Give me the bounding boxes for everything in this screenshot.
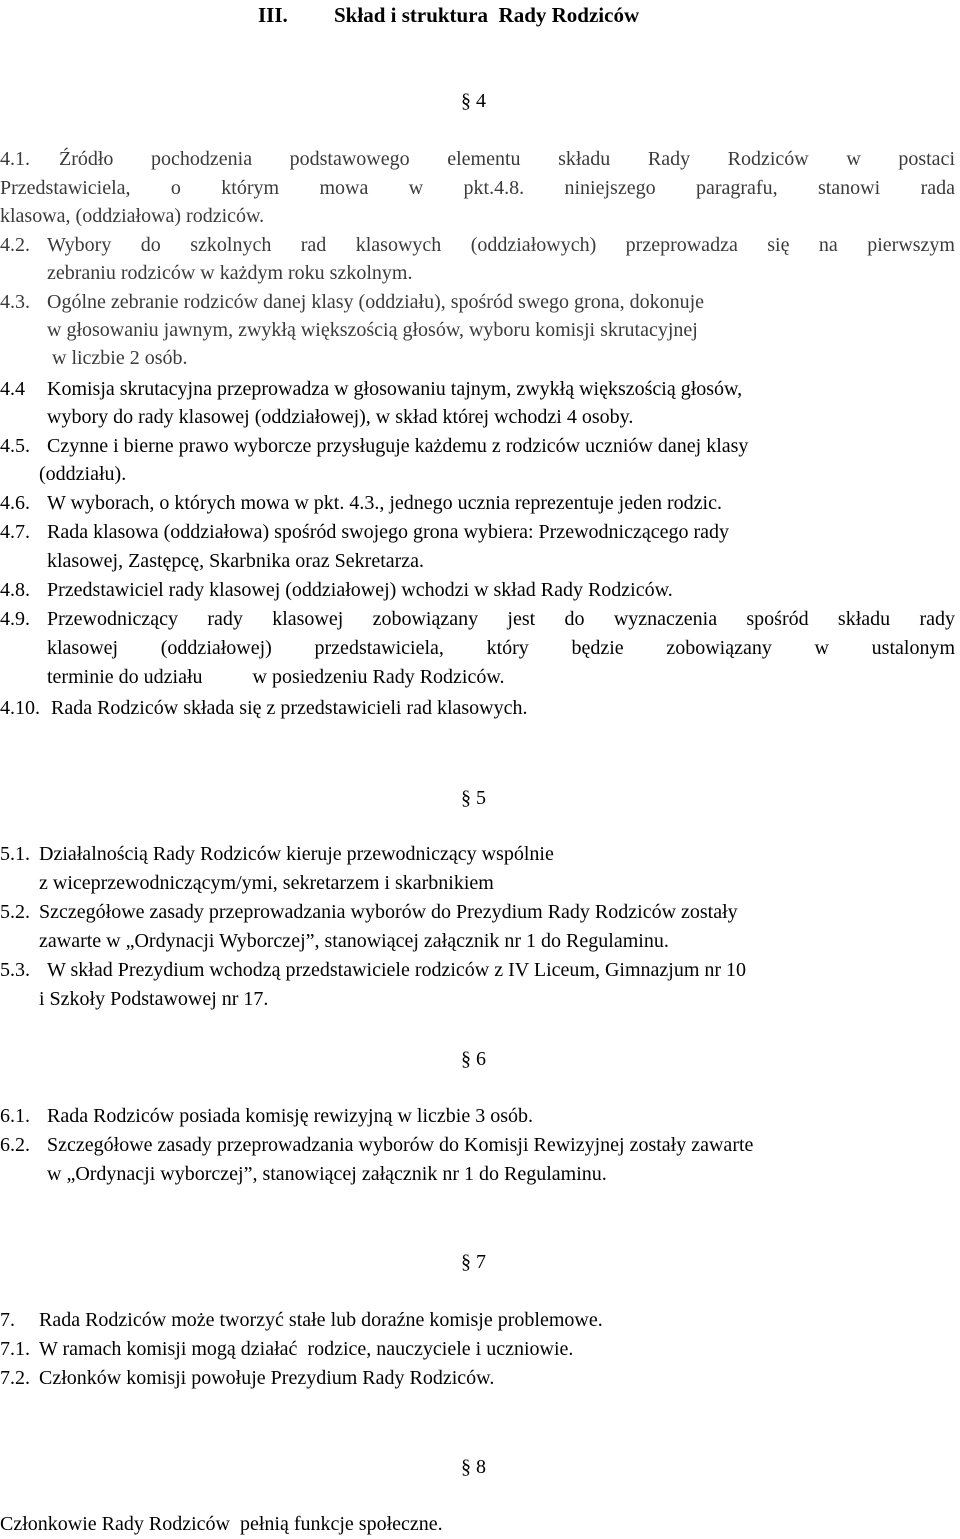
item-line: wybory do rady klasowej (oddziałowej), w skład której wchodzi 4 osoby. bbox=[47, 406, 634, 428]
paragraph-mark-4: § 4 bbox=[461, 90, 486, 112]
item-line: w głosowaniu jawnym, zwykłą większością głosów, wyboru komisji skrutacyjnej bbox=[47, 319, 698, 341]
item-number: 5.2. bbox=[0, 901, 30, 923]
item-number: 4.3. bbox=[0, 291, 30, 313]
item-line: Rada Rodziców posiada komisję rewizyjną w liczbie 3 osób. bbox=[47, 1105, 533, 1127]
item-line: Szczegółowe zasady przeprowadzania wyborów do Prezydium Rady Rodziców zostały bbox=[39, 901, 738, 923]
item-line: terminie do udziału w posiedzeniu Rady Rodziców. bbox=[47, 666, 505, 688]
item-line: Rada klasowa (oddziałowa) spośród swojego grona wybiera: Przewodniczącego rady bbox=[47, 521, 729, 543]
chapter-title: Skład i struktura Rady Rodziców bbox=[334, 3, 640, 27]
item-line: i Szkoły Podstawowej nr 17. bbox=[39, 988, 269, 1010]
item-line: Przedstawiciel rady klasowej (oddziałowej) wchodzi w skład Rady Rodziców. bbox=[47, 579, 673, 601]
item-line: Ogólne zebranie rodziców danej klasy (oddziału), spośród swego grona, dokonuje bbox=[47, 291, 705, 313]
item-line: W wyborach, o których mowa w pkt. 4.3., jednego ucznia reprezentuje jeden rodzic. bbox=[47, 492, 722, 514]
item-line: klasowej (oddziałowej) przedstawiciela, który będzie zobowiązany w ustalonym bbox=[47, 637, 955, 659]
item-line: klasowej, Zastępcę, Skarbnika oraz Sekretarza. bbox=[47, 550, 425, 572]
item-number: 7.1. bbox=[0, 1338, 30, 1360]
item-line: W ramach komisji mogą działać rodzice, nauczyciele i uczniowie. bbox=[39, 1338, 574, 1360]
item-number: 7. bbox=[0, 1309, 15, 1331]
paragraph-mark-7: § 7 bbox=[461, 1251, 486, 1273]
item-number: 4.2. bbox=[0, 234, 30, 256]
item-number: 4.8. bbox=[0, 579, 30, 601]
item-line: Przewodniczący rady klasowej zobowiązany jest do wyznaczenia spośród składu rady bbox=[47, 608, 955, 630]
item-number: 6.2. bbox=[0, 1134, 30, 1156]
item-number: 4.1. bbox=[0, 148, 30, 170]
item-line: Członków komisji powołuje Prezydium Rady Rodziców. bbox=[39, 1367, 495, 1389]
item-line: zebraniu rodziców w każdym roku szkolnym. bbox=[47, 262, 413, 284]
paragraph-mark-5: § 5 bbox=[461, 787, 486, 809]
chapter-number: III. bbox=[258, 3, 288, 27]
item-number: 4.10. bbox=[0, 697, 40, 719]
paragraph-mark-8: § 8 bbox=[461, 1456, 486, 1478]
item-line: Wybory do szkolnych rad klasowych (oddziałowych) przeprowadza się na pierwszym bbox=[47, 234, 955, 256]
item-number: 4.9. bbox=[0, 608, 30, 630]
item-line: Szczegółowe zasady przeprowadzania wyborów do Komisji Rewizyjnej zostały zawarte bbox=[47, 1134, 754, 1156]
item-line: Komisja skrutacyjna przeprowadza w głosowaniu tajnym, zwykłą większością głosów, bbox=[47, 378, 743, 400]
item-line: W skład Prezydium wchodzą przedstawiciele rodziców z IV Liceum, Gimnazjum nr 10 bbox=[47, 959, 747, 981]
item-line: z wiceprzewodniczącym/ymi, sekretarzem i skarbnikiem bbox=[39, 872, 494, 894]
item-number: 4.6. bbox=[0, 492, 30, 514]
item-line: Członkowie Rady Rodziców pełnią funkcje społeczne. bbox=[0, 1513, 443, 1535]
item-number: 5.1. bbox=[0, 843, 30, 865]
item-line: w „Ordynacji wyborczej”, stanowiącej załącznik nr 1 do Regulaminu. bbox=[47, 1163, 607, 1185]
item-number: 4.4 bbox=[0, 378, 25, 400]
item-number: 4.7. bbox=[0, 521, 30, 543]
item-line: Rada Rodziców może tworzyć stałe lub doraźne komisje problemowe. bbox=[39, 1309, 603, 1331]
item-number: 7.2. bbox=[0, 1367, 30, 1389]
item-line: Działalnością Rady Rodziców kieruje przewodniczący wspólnie bbox=[39, 843, 554, 865]
item-line: Rada Rodziców składa się z przedstawicieli rad klasowych. bbox=[51, 697, 528, 719]
item-line: w liczbie 2 osób. bbox=[47, 347, 188, 369]
item-line: zawarte w „Ordynacji Wyborczej”, stanowiącej załącznik nr 1 do Regulaminu. bbox=[39, 930, 669, 952]
item-line: (oddziału). bbox=[39, 463, 127, 485]
item-number: 4.5. bbox=[0, 435, 30, 457]
item-line: Czynne i bierne prawo wyborcze przysługuje każdemu z rodziców uczniów danej klasy bbox=[47, 435, 749, 457]
paragraph-mark-6: § 6 bbox=[461, 1048, 486, 1070]
item-line: Przedstawiciela, o którym mowa w pkt.4.8. niniejszego paragrafu, stanowi rada bbox=[0, 177, 955, 199]
item-line: klasowa, (oddziałowa) rodziców. bbox=[0, 205, 265, 227]
item-line: Źródło pochodzenia podstawowego elementu składu Rady Rodziców w postaci bbox=[59, 148, 955, 170]
item-number: 6.1. bbox=[0, 1105, 30, 1127]
item-number: 5.3. bbox=[0, 959, 30, 981]
